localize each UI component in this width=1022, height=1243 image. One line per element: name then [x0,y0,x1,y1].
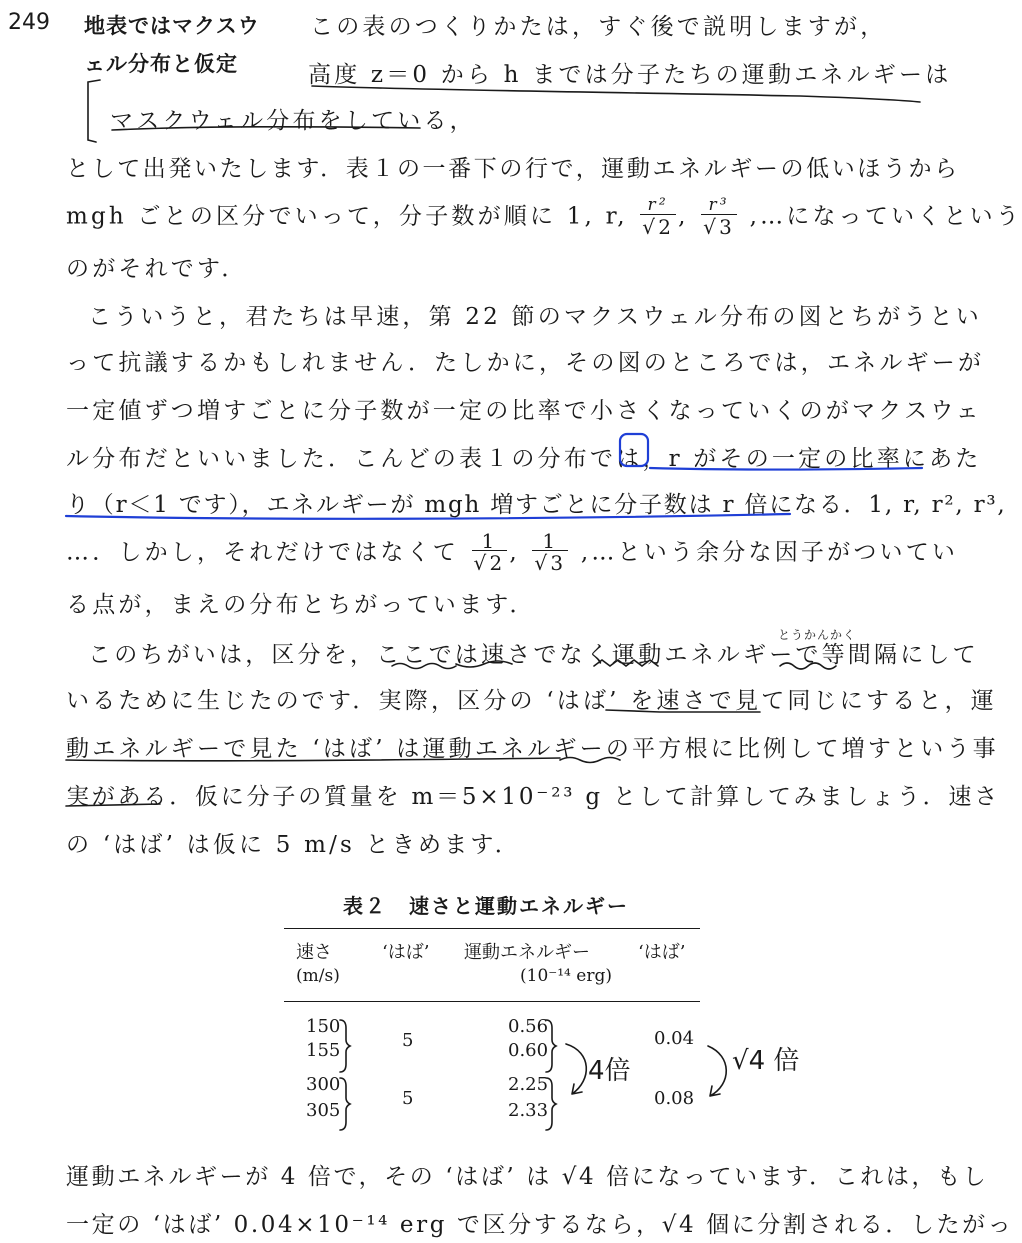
p3-line-3: 動エネルギーで見た ‘はば’ は運動エネルギーの平方根に比例して増すという事 [66,736,999,762]
bracket-left-icon [88,80,100,142]
p4-line-1: 運動エネルギーが 4 倍で，その ‘はば’ は √4 倍になっています．これは，もし [66,1164,989,1190]
handwritten-arrow-1-icon [566,1044,586,1094]
p3-line-2: いるために生じたのです．実際，区分の ‘はば’ を速さで見て同じにすると，運 [66,688,998,714]
row1-energy-2: 0.60 [508,1040,549,1061]
p2-line-6-end: ,…という余分な因子がついてい [580,539,959,566]
p2-line-4: ル分布だといいました．こんどの表１の分布では，r がその一定の比率にあた [66,446,982,472]
header-speed: 速さ [296,942,332,963]
row2-energy-2: 2.33 [508,1100,549,1121]
p1-line-5: mgh ごとの区分でいって，分子数が順に 1, r, $\frac{\text{r²}}{√2}$ , $\frac{\text{r³}}{√3}$ ,…になっていくという [66,195,1022,239]
subheader-speed-unit: (m/s) [296,966,340,986]
header-energy: 運動エネルギー [464,942,590,963]
row1-width: 5 [402,1030,414,1051]
fraction-r3-sqrt3: $\frac{\text{r³}}{√3}$ [703,195,736,239]
p4-line-2: 一定の ‘はば’ 0.04×10⁻¹⁴ erg で区分するなら，√4 個に分割される．したがっ [66,1212,1014,1238]
brace-speed-row2 [340,1078,350,1130]
p3-line-5: の ‘はば’ は仮に 5 m/s ときめます． [66,832,521,858]
p1-line-3: マスクウェル分布をしている， [110,108,476,134]
p3-line-4: 実がある．仮に分子の質量を m＝5×10⁻²³ g として計算してみましょう．速さ [66,784,1001,810]
fraction-1-sqrt2: $\frac{1}{√2}$ [473,529,506,575]
row2-energy-width: 0.08 [654,1088,695,1109]
page-number: 249 [8,10,50,35]
handwritten-sqrt4x: √4 倍 [732,1046,800,1076]
p1-line-2: 高度 z＝0 から h までは分子たちの運動エネルギーは [308,62,952,88]
p1-line-4: として出発いたします．表１の一番下の行で，運動エネルギーの低いほうから [66,156,960,182]
p2-line-3: 一定値ずつ増すごとに分子数が一定の比率で小さくなっていくのがマクスウェ [66,398,982,424]
p1-line-5-start: mgh ごとの区分でいって，分子数が順に 1, r, [66,203,639,230]
handwritten-4x: 4倍 [588,1056,631,1086]
handwritten-arrow-2-icon [708,1046,726,1096]
p1-line-6: のがそれです． [66,256,248,282]
row1-speed-1: 150 [306,1016,341,1037]
p3-line-1: このちがいは，区分を，ここでは速さでなく運動エネルギーで等間隔にして [88,642,979,668]
p1-line-1: この表のつくりかたは，すぐ後で説明しますが， [310,14,887,40]
ruby-tokankaku: とうかんかく [778,628,857,642]
p2-line-2: って抗議するかもしれません．たしかに，その図のところでは，エネルギーが [66,350,985,376]
header-energy-width: ‘はば’ [638,942,686,963]
p2-line-1: こういうと，君たちは早速，第 22 節のマクスウェル分布の図とちがうとい [88,304,982,330]
row2-energy-1: 2.25 [508,1074,549,1095]
side-heading-line-2: ェル分布と仮定 [84,52,238,76]
side-heading-line-1: 地表ではマクスウ [84,14,260,38]
row1-energy-1: 0.56 [508,1016,549,1037]
p2-line-6-start: …．しかし，それだけではなくて [66,539,459,566]
p2-line-7: る点が，まえの分布とちがっています． [66,592,536,618]
row1-speed-2: 155 [306,1040,341,1061]
row1-energy-width: 0.04 [654,1028,695,1049]
table-caption: 表２ 速さと運動エネルギー [343,894,629,918]
row2-width: 5 [402,1088,414,1109]
p2-line-6: …．しかし，それだけではなくて $\frac{1}{√2}$ , $\frac{1}{√3}$ ,…という余分な因子がついてい [66,529,959,575]
p1-line-5-end: ,…になっていくという [749,203,1022,230]
fraction-1-sqrt3: $\frac{1}{√3}$ [534,529,567,575]
row2-speed-1: 300 [306,1074,341,1095]
row2-speed-2: 305 [306,1100,341,1121]
fraction-r2-sqrt2: $\frac{\text{r²}}{√2}$ [642,195,675,239]
header-width: ‘はば’ [382,942,430,963]
subheader-energy-unit: (10⁻¹⁴ erg) [520,966,612,986]
p2-line-5: り（r＜1 です），エネルギーが mgh 増すごとに分子数は r 倍になる．1, r, r², r³, [66,492,1007,518]
brace-speed-row1 [340,1020,350,1072]
